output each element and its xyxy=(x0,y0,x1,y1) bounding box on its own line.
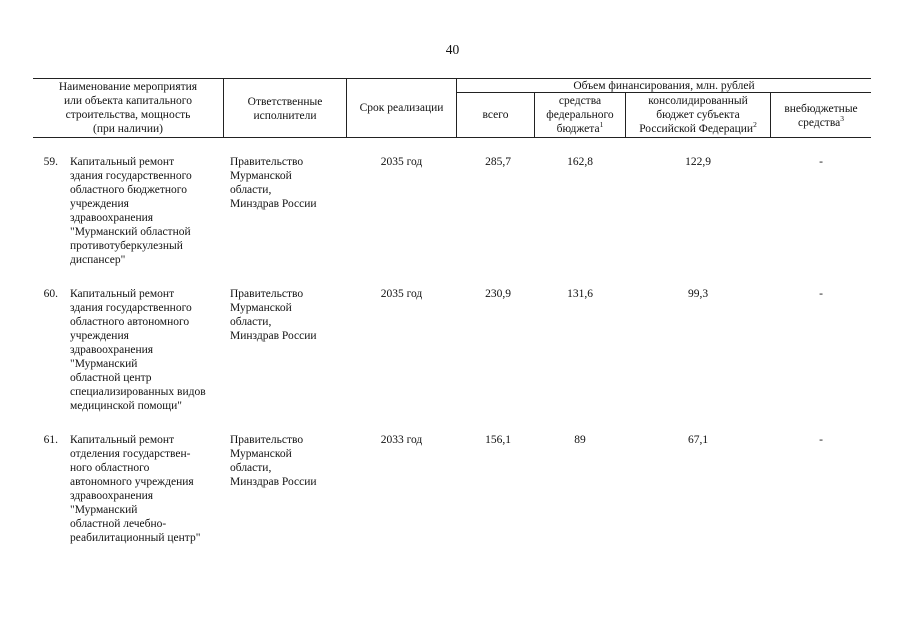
row-number: 61. xyxy=(43,434,58,446)
row-term: 2033 год xyxy=(380,434,423,446)
header-total: всего xyxy=(482,109,509,121)
row-extrabudget: - xyxy=(819,288,823,300)
row-total: 285,7 xyxy=(485,156,511,168)
row-total: 230,9 xyxy=(485,288,511,300)
header-bottom-rule xyxy=(33,137,871,138)
row-name: Капитальный ремонт здания государственного областного бюджетного учреждения здравоохранения "Мурманский областной противотуберкулезный диспансер" xyxy=(70,156,192,266)
row-name: Капитальный ремонт отделения государствен- ного областного автономного учреждения здравоохранения "Мурманский областной лечебно- реабилитационный центр" xyxy=(70,434,201,544)
row-federal: 131,6 xyxy=(567,288,593,300)
header-consolidated: консолидированный бюджет субъекта Российской Федерации$^2$ xyxy=(639,95,757,135)
row-number: 60. xyxy=(43,288,58,300)
header-extrabudget: внебюджетные средства$^3$ xyxy=(784,103,858,129)
row-executors: Правительство Мурманской области, Минздрав России xyxy=(230,288,317,342)
row-total: 156,1 xyxy=(485,434,511,446)
row-name: Капитальный ремонт здания государственного областного автономного учреждения здравоохранения "Мурманский областной центр специализированных видов медицинской помощи" xyxy=(70,288,206,412)
row-executors: Правительство Мурманской области, Минздрав России xyxy=(230,156,317,210)
page-number: 40 xyxy=(445,42,460,57)
row-executors: Правительство Мурманской области, Минздрав России xyxy=(230,434,317,488)
footnote-marker: 1 xyxy=(599,120,604,130)
row-number: 59. xyxy=(43,156,58,168)
row-federal: 162,8 xyxy=(567,156,593,168)
row-consolidated: 99,3 xyxy=(687,288,709,300)
row-extrabudget: - xyxy=(819,156,823,168)
header-funding-group: Объем финансирования, млн. рублей xyxy=(573,80,755,92)
header-executors: Ответственные исполнители xyxy=(247,96,323,122)
row-consolidated: 67,1 xyxy=(687,434,709,446)
footnote-marker: 3 xyxy=(840,114,844,124)
row-federal: 89 xyxy=(574,434,586,446)
header-federal: средства федерального бюджета$^1$ xyxy=(546,95,614,135)
row-extrabudget: - xyxy=(819,434,823,446)
row-consolidated: 122,9 xyxy=(685,156,711,168)
footnote-marker: 2 xyxy=(753,120,757,130)
row-term: 2035 год xyxy=(380,156,423,168)
header-term: Срок реализации xyxy=(359,102,444,114)
header-name: Наименование мероприятия или объекта капитального строительства, мощность (при наличии) xyxy=(58,81,198,135)
row-term: 2035 год xyxy=(380,288,423,300)
